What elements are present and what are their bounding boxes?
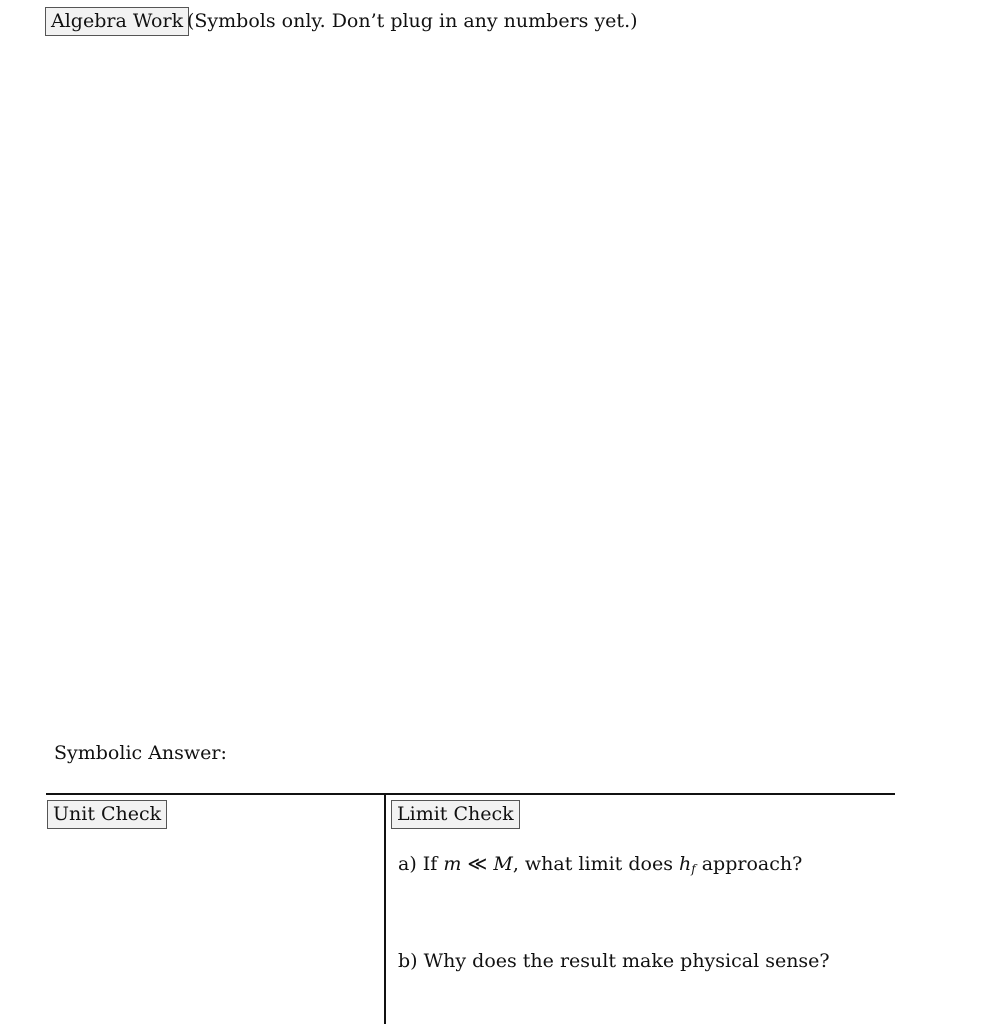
relation-much-less-than: ≪ [461,853,494,875]
variable-m: m [443,853,462,875]
unit-check-label: Unit Check [47,800,167,829]
question-a-middle: , what limit does [512,853,679,875]
limit-question-a [398,851,802,877]
algebra-work-label: Algebra Work [45,7,189,36]
question-a-prefix: a) If [398,853,444,875]
question-a-suffix: approach? [695,853,803,875]
variable-M: M [493,853,513,875]
section-divider-vertical [384,795,386,1024]
limit-question-b: b) Why does the result make physical sense? [398,950,830,972]
symbolic-answer-label: Symbolic Answer: [54,742,227,764]
algebra-work-instruction: (Symbols only. Don’t plug in any numbers yet.) [187,10,638,32]
section-divider-horizontal [46,793,895,795]
limit-check-label: Limit Check [391,800,520,829]
variable-h: h [678,853,692,875]
subscript-f: f [691,862,696,876]
